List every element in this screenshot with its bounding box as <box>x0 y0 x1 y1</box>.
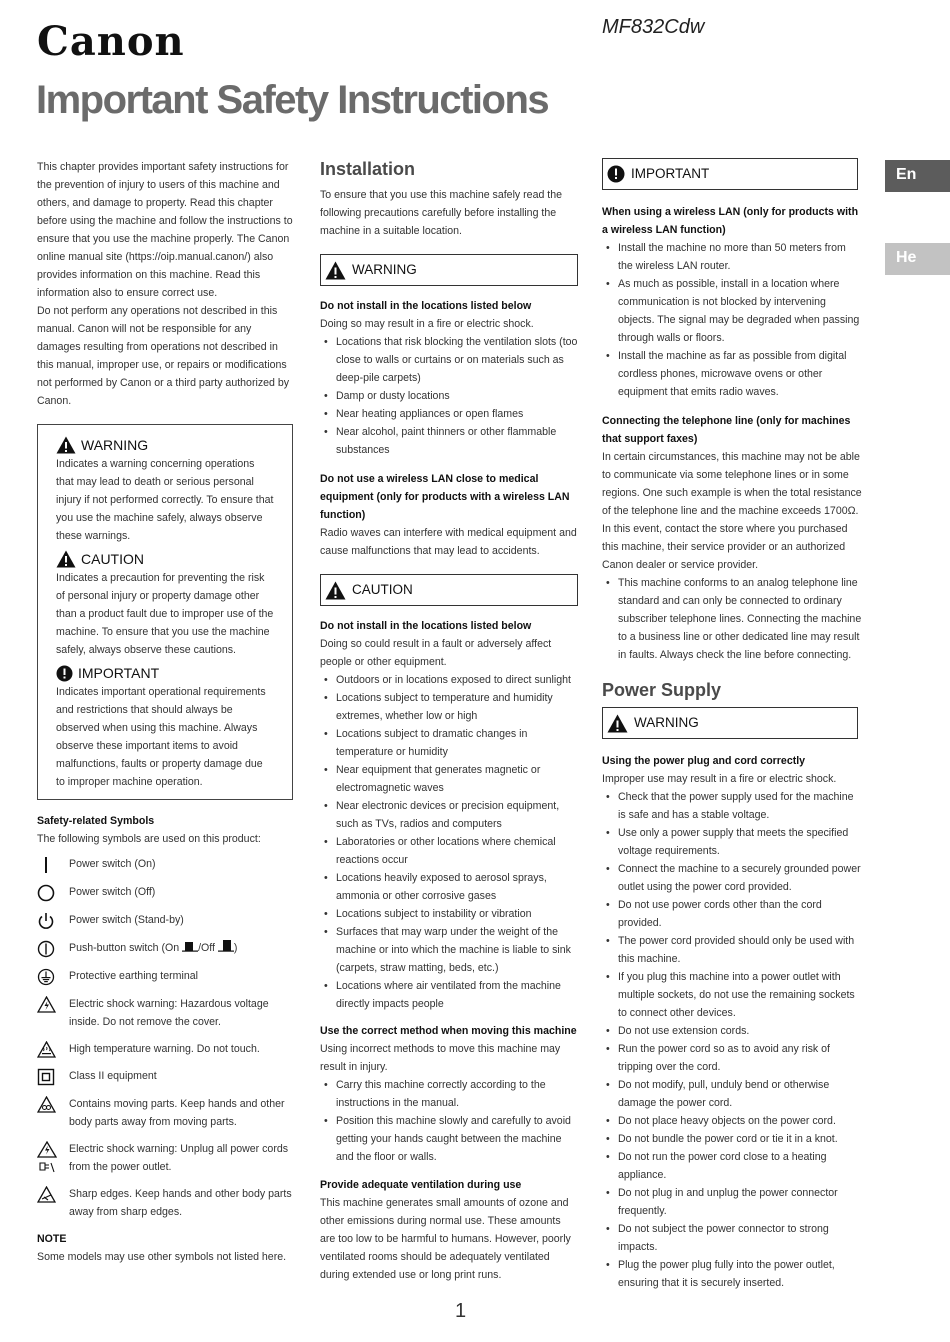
symbol-row: Electric shock warning: Unplug all power cords from the power outlet. <box>37 1140 293 1176</box>
column-lan-power <box>602 158 862 1292</box>
subheading: Do not install in the locations listed below <box>320 300 532 312</box>
list-item: • Locations that risk blocking the ventilation slots (too close to walls or curtains or on materials such as deep-pile carpets) <box>320 333 578 387</box>
bullet-list <box>602 574 862 664</box>
list-item: • Do not plug in and unplug the power connector frequently. <box>602 1184 862 1220</box>
list-item: • If you plug this machine into a power outlet with multiple sockets, do not use the remaining sockets to connect other devices. <box>602 968 862 1022</box>
list-item: • Do not run the power cord close to a heating appliance. <box>602 1148 862 1184</box>
list-item: • Outdoors or in locations exposed to direct sunlight <box>320 671 578 689</box>
electric-shock-icon <box>37 995 69 1013</box>
list-item: • Position this machine slowly and carefully to avoid getting your hands caught between the machine and the floor or walls. <box>320 1112 578 1166</box>
symbol-row: Protective earthing terminal <box>37 967 293 986</box>
list-item: • Use only a power supply that meets the specified voltage requirements. <box>602 824 862 860</box>
list-item: • Near electronic devices or precision equipment, such as TVs, radios and computers <box>320 797 578 833</box>
power-on-icon <box>37 855 69 874</box>
list-item: • Locations subject to instability or vibration <box>320 905 578 923</box>
high-temperature-icon <box>37 1040 69 1058</box>
caution-triangle-icon <box>56 550 76 568</box>
sharp-edges-icon <box>37 1185 69 1203</box>
paragraph: Doing so may result in a fire or electric shock. <box>320 318 534 330</box>
notice-warning-text: Indicates a warning concerning operations that may lead to death or serious personal injury if not performed correctly. To ensure that you use the machine safely, always observe these warnings. <box>56 458 274 542</box>
list-item: • Laboratories or other locations where chemical reactions occur <box>320 833 578 869</box>
list-item: • Locations heavily exposed to aerosol sprays, ammonia or other corrosive gases <box>320 869 578 905</box>
push-on-state-icon <box>182 940 198 952</box>
push-off-state-icon <box>218 940 234 952</box>
list-item: • As much as possible, install in a location where communication is not blocked by intervening objects. The signal may be degraded when passing through walls or floors. <box>602 275 862 347</box>
warning-box: WARNING <box>320 254 578 286</box>
notice-caution-title: CAUTION <box>56 549 274 569</box>
list-item: • Near alcohol, paint thinners or other flammable substances <box>320 423 578 459</box>
symbol-row: Power switch (Off) <box>37 883 293 902</box>
lang-tab-en[interactable]: En <box>885 160 950 192</box>
intro-paragraph: Do not perform any operations not described in this manual. Canon will not be responsible for any damages resulting from operations not described in this manual, improper use, or repairs or modifications not performed by Canon or a third party authorized by Canon. <box>37 305 290 407</box>
important-exclamation-icon <box>607 165 625 183</box>
bullet-list <box>320 1076 578 1166</box>
list-item: • Check that the power supply used for the machine is safe and has a stable voltage. <box>602 788 862 824</box>
symbol-row: Push-button switch (On /Off ) <box>37 939 293 958</box>
bullet-list <box>602 239 862 401</box>
page-title: Important Safety Instructions <box>36 78 549 122</box>
list-item: • Carry this machine correctly according to the instructions in the manual. <box>320 1076 578 1112</box>
subheading: Use the correct method when moving this machine <box>320 1025 577 1037</box>
power-standby-icon <box>37 911 69 930</box>
important-exclamation-icon <box>56 665 73 682</box>
important-box: IMPORTANT <box>602 158 858 190</box>
note-text: Some models may use other symbols not listed here. <box>37 1251 287 1263</box>
subheading: Do not use a wireless LAN close to medical equipment (only for products with a wireless LAN function) <box>320 473 570 521</box>
subheading: When using a wireless LAN (only for products with a wireless LAN function) <box>602 206 859 236</box>
list-item: • Damp or dusty locations <box>320 387 578 405</box>
list-item: • Do not subject the power connector to strong impacts. <box>602 1220 862 1256</box>
moving-parts-icon <box>37 1095 69 1113</box>
section-title-power-supply: Power Supply <box>602 680 722 700</box>
caution-triangle-icon <box>325 581 346 600</box>
list-item: • Do not bundle the power cord or tie it in a knot. <box>602 1130 862 1148</box>
list-item: • Install the machine as far as possible from digital cordless phones, microwave ovens or other equipment that emits radio waves. <box>602 347 862 401</box>
intro-paragraph: This chapter provides important safety instructions for the prevention of injury to users of this machine and others, and damage to property. Read this chapter before using the machine and follow the instructions to ensure that you use the machine properly. The Canon online manual site (https://oip.manual.canon/) also provides information on this machine. Read this information also to ensure correct use. <box>37 161 293 299</box>
model-name: MF832Cdw <box>602 16 705 38</box>
bullet-list <box>320 333 578 459</box>
symbol-row: Power switch (Stand-by) <box>37 911 293 930</box>
list-item: • Near heating appliances or open flames <box>320 405 578 423</box>
paragraph: Improper use may result in a fire or electric shock. <box>602 773 837 785</box>
warning-box: WARNING <box>602 707 858 739</box>
notice-warning-title: WARNING <box>56 435 274 455</box>
page-number: 1 <box>455 1300 467 1322</box>
bullet-list <box>602 788 862 1292</box>
symbol-row: Electric shock warning: Hazardous voltage inside. Do not remove the cover. <box>37 995 293 1031</box>
list-item: • Do not use extension cords. <box>602 1022 862 1040</box>
symbols-intro: The following symbols are used on this product: <box>37 833 261 845</box>
unplug-icon <box>37 1140 69 1175</box>
warning-triangle-icon <box>325 261 346 280</box>
column-installation <box>320 158 578 1284</box>
symbol-row: Class II equipment <box>37 1067 293 1086</box>
earthing-icon <box>37 967 69 986</box>
symbols-heading: Safety-related Symbols <box>37 815 155 827</box>
list-item: • Near equipment that generates magnetic or electromagnetic waves <box>320 761 578 797</box>
notice-caution-text: Indicates a precaution for preventing the risk of personal injury or property damage other than a product fault due to improper use of the machine. To ensure that you use the machine safely, always observe these cautions. <box>56 572 274 656</box>
canon-logo: Canon <box>37 18 185 65</box>
list-item: • Install the machine no more than 50 meters from the wireless LAN router. <box>602 239 862 275</box>
list-item: • Do not use power cords other than the cord provided. <box>602 896 862 932</box>
class-ii-icon <box>37 1067 69 1086</box>
section-title-installation: Installation <box>320 159 416 179</box>
notice-important-text: Indicates important operational requirements and restrictions that should always be observed when using this machine. Always observe these important items to avoid malfunctions, faults or property damage due to improper machine operation. <box>56 686 266 788</box>
section-intro: To ensure that you use this machine safely read the following precautions carefully before installing the machine in a suitable location. <box>320 189 563 237</box>
power-off-icon <box>37 883 69 902</box>
notice-legend-box <box>37 424 293 800</box>
column-intro <box>37 158 293 1266</box>
symbol-row: Sharp edges. Keep hands and other body parts away from sharp edges. <box>37 1185 293 1221</box>
list-item: • This machine conforms to an analog telephone line standard and can only be connected to ordinary subscriber telephone lines. Connecting the machine to a business line or other dedicated line may result in faults. Always check the line before connecting. <box>602 574 862 664</box>
warning-triangle-icon <box>56 436 76 454</box>
subheading: Provide adequate ventilation during use <box>320 1179 522 1191</box>
symbol-row: High temperature warning. Do not touch. <box>37 1040 293 1058</box>
paragraph: This machine generates small amounts of ozone and other emissions during normal use. These amounts are too low to be harmful to humans. However, poorly ventilated rooms should be adequately ventilated during extended use or long print runs. <box>320 1197 571 1281</box>
note-heading: NOTE <box>37 1233 67 1245</box>
warning-triangle-icon <box>607 714 628 733</box>
lang-tab-he[interactable]: He <box>885 243 950 275</box>
list-item: • Do not place heavy objects on the power cord. <box>602 1112 862 1130</box>
list-item: • Surfaces that may warp under the weight of the machine or into which the machine is liable to sink (carpets, straw matting, beds, etc.) <box>320 923 578 977</box>
subheading: Using the power plug and cord correctly <box>602 755 806 767</box>
symbol-row: Power switch (On) <box>37 855 293 874</box>
paragraph: In certain circumstances, this machine may not be able to communicate via some telephone lines or in some regions. One such example is when the total resistance of the telephone line and the machine exceeds 1700Ω. <box>602 451 862 517</box>
list-item: • The power cord provided should only be used with this machine. <box>602 932 862 968</box>
paragraph: Doing so could result in a fault or adversely affect people or other equipment. <box>320 638 552 668</box>
bullet-list <box>320 671 578 1013</box>
paragraph: Radio waves can interfere with medical equipment and cause malfunctions that may lead to accidents. <box>320 527 577 557</box>
symbol-row: Contains moving parts. Keep hands and other body parts away from moving parts. <box>37 1095 293 1131</box>
push-button-icon <box>37 939 69 958</box>
paragraph: In this event, contact the store where you purchased this machine, their service provider or an authorized Canon dealer or service provider. <box>602 523 848 571</box>
paragraph: Using incorrect methods to move this machine may result in injury. <box>320 1043 561 1073</box>
list-item: • Locations subject to temperature and humidity extremes, whether low or high <box>320 689 578 725</box>
subheading: Connecting the telephone line (only for machines that support faxes) <box>602 415 851 445</box>
subheading: Do not install in the locations listed below <box>320 620 532 632</box>
list-item: • Do not modify, pull, unduly bend or otherwise damage the power cord. <box>602 1076 862 1112</box>
caution-box: CAUTION <box>320 574 578 606</box>
list-item: • Plug the power plug fully into the power outlet, ensuring that it is securely inserted. <box>602 1256 862 1292</box>
notice-important-title: IMPORTANT <box>56 663 274 683</box>
list-item: • Connect the machine to a securely grounded power outlet using the power cord provided. <box>602 860 862 896</box>
list-item: • Locations where air ventilated from the machine directly impacts people <box>320 977 578 1013</box>
list-item: • Run the power cord so as to avoid any risk of tripping over the cord. <box>602 1040 862 1076</box>
list-item: • Locations subject to dramatic changes in temperature or humidity <box>320 725 578 761</box>
